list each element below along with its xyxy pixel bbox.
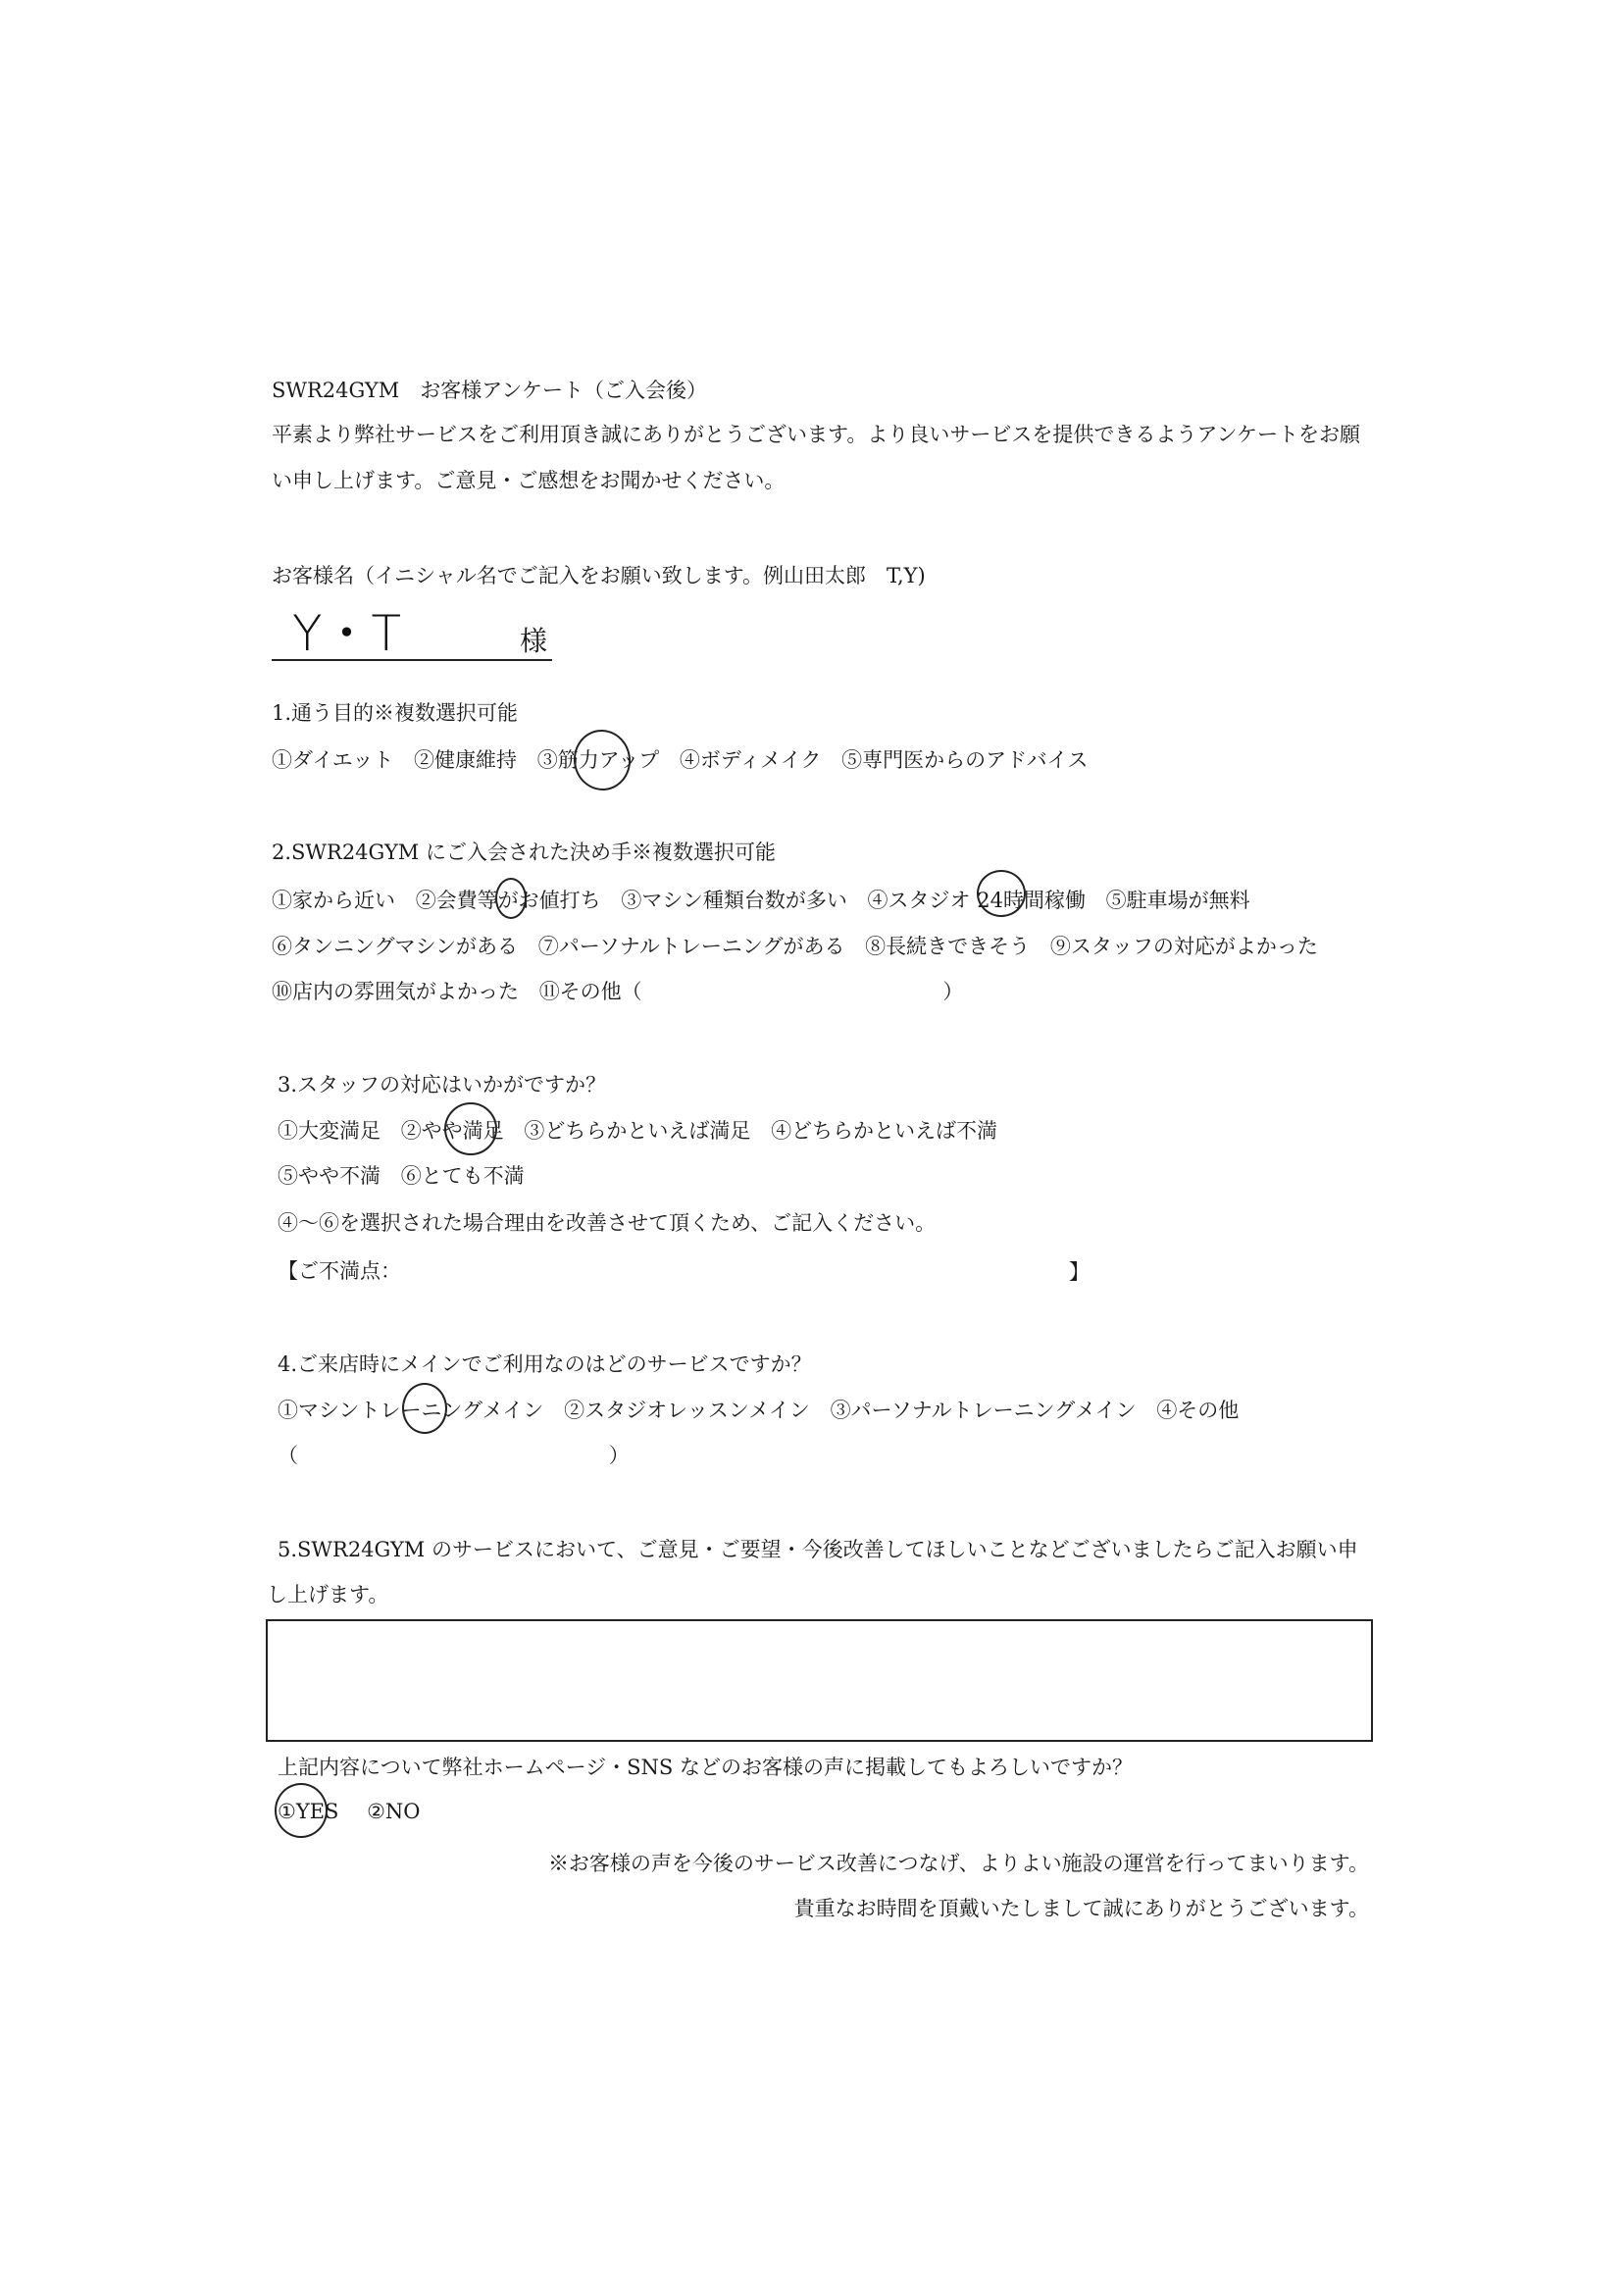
q2-option-continue[interactable]: ⑧長続きできそう [865, 935, 1031, 958]
footer-line2: 貴重なお時間を頂戴いたしまして誠にありがとうございます。 [793, 1897, 1369, 1920]
name-suffix: 様 [520, 625, 548, 657]
name-underline [272, 659, 552, 661]
q5-comment-box[interactable] [266, 1619, 1373, 1742]
q2-option-other[interactable]: ⑪その他（ [538, 980, 642, 1003]
q3-option-somewhat-dissatisfied[interactable]: ⑤やや不満 [278, 1164, 381, 1188]
q2-option-machines[interactable]: ③マシン種類台数が多い [621, 889, 847, 912]
name-label: お客様名（イニシャル名でご記入をお願い致します。例山田太郎 T,Y) [272, 564, 926, 587]
q3-question: 3.スタッフの対応はいかがですか？ [278, 1073, 607, 1096]
q1-option-health[interactable]: ②健康維持 [414, 748, 518, 772]
q3-option-rather-dissatisfied[interactable]: ④どちらかといえば不満 [771, 1119, 998, 1143]
q4-option-machine[interactable]: ①マシントレーニングメイン [278, 1399, 544, 1422]
q2-option-24h[interactable]: 24時間稼働 [977, 889, 1086, 912]
publish-option-yes[interactable]: ①YES [278, 1800, 339, 1823]
q1-option-bodymake[interactable]: ④ボディメイク [679, 748, 822, 772]
q3-option-somewhat-satisfied[interactable]: ②やや満足 [400, 1119, 504, 1143]
q3-row2 [278, 1162, 525, 1190]
q3-row1 [278, 1117, 997, 1145]
q2-option-near-home[interactable]: ①家から近い [272, 889, 395, 912]
q2-option-staff[interactable]: ⑨スタッフの対応がよかった [1049, 935, 1318, 958]
q2-question: 2.SWR24GYM にご入会された決め手※複数選択可能 [272, 841, 776, 864]
publish-question: 上記内容について弊社ホームページ・SNS などのお客様の声に掲載してもよろしいですか？ [278, 1756, 1133, 1779]
intro-text-line1: 平素より弊社サービスをご利用頂き誠にありがとうございます。より良いサービスを提供できるようアンケートをお願 [272, 423, 1361, 446]
publish-option-no[interactable]: ②NO [367, 1800, 421, 1823]
q4-other-close: ） [608, 1444, 630, 1467]
q4-other-paren [278, 1442, 630, 1469]
footer-line1: ※お客様の声を今後のサービス改善につなげ、よりよい施設の運営を行ってまいります。 [547, 1852, 1369, 1875]
q2-row1 [272, 887, 1250, 914]
q2-option-personal[interactable]: ⑦パーソナルトレーニングがある [537, 935, 845, 958]
q4-other-open: （ [278, 1444, 298, 1467]
name-handwritten-value[interactable]: Y・T [292, 605, 402, 662]
q1-options [272, 746, 1088, 774]
q3-option-very-dissatisfied[interactable]: ⑥とても不満 [400, 1164, 525, 1188]
q2-option-atmosphere[interactable]: ⑩店内の雰囲気がよかった [272, 980, 519, 1003]
q2-option-fee[interactable]: ②会費等がお値打ち [415, 889, 601, 912]
q3-option-rather-satisfied[interactable]: ③どちらかといえば満足 [524, 1119, 751, 1143]
q2-row3 [272, 978, 963, 1005]
q2-option-tanning[interactable]: ⑥タンニングマシンがある [272, 935, 519, 958]
publish-options [278, 1798, 421, 1825]
q2-row2 [272, 933, 1318, 960]
q2-option-parking[interactable]: ⑤駐車場が無料 [1105, 889, 1250, 912]
intro-text-line2: い申し上げます。ご意見・ご感想をお聞かせください。 [272, 469, 786, 492]
q1-option-doctor-advice[interactable]: ⑤専門医からのアドバイス [841, 748, 1089, 772]
q1-option-strength[interactable]: ③筋力アップ [536, 748, 660, 772]
q4-option-personal[interactable]: ③パーソナルトレーニングメイン [830, 1399, 1137, 1422]
q3-note: ④～⑥を選択された場合理由を改善させて頂くため、ご記入ください。 [278, 1211, 937, 1235]
q4-options [278, 1397, 1239, 1424]
q2-other-close: ） [942, 980, 964, 1003]
q3-complaint-label: 【ご不満点： [278, 1259, 401, 1283]
q5-question-line1: 5.SWR24GYM のサービスにおいて、ご意見・ご要望・今後改善してほしいことなどございましたらご記入お願い申 [278, 1538, 1358, 1561]
q2-option-studio[interactable]: ④スタジオ [867, 889, 971, 912]
q4-option-other[interactable]: ④その他 [1156, 1399, 1240, 1422]
q4-question: 4.ご来店時にメインでご利用なのはどのサービスですか？ [278, 1352, 812, 1376]
survey-title: SWR24GYM お客様アンケート（ご入会後） [272, 379, 708, 402]
q1-question: 1.通う目的※複数選択可能 [272, 701, 519, 725]
q5-question-line2: し上げます。 [267, 1583, 389, 1606]
q3-option-very-satisfied[interactable]: ①大変満足 [278, 1119, 381, 1143]
q3-complaint-close: 】 [1069, 1260, 1090, 1284]
q4-option-studio[interactable]: ②スタジオレッスンメイン [564, 1399, 810, 1422]
q1-option-diet[interactable]: ①ダイエット [272, 748, 394, 772]
